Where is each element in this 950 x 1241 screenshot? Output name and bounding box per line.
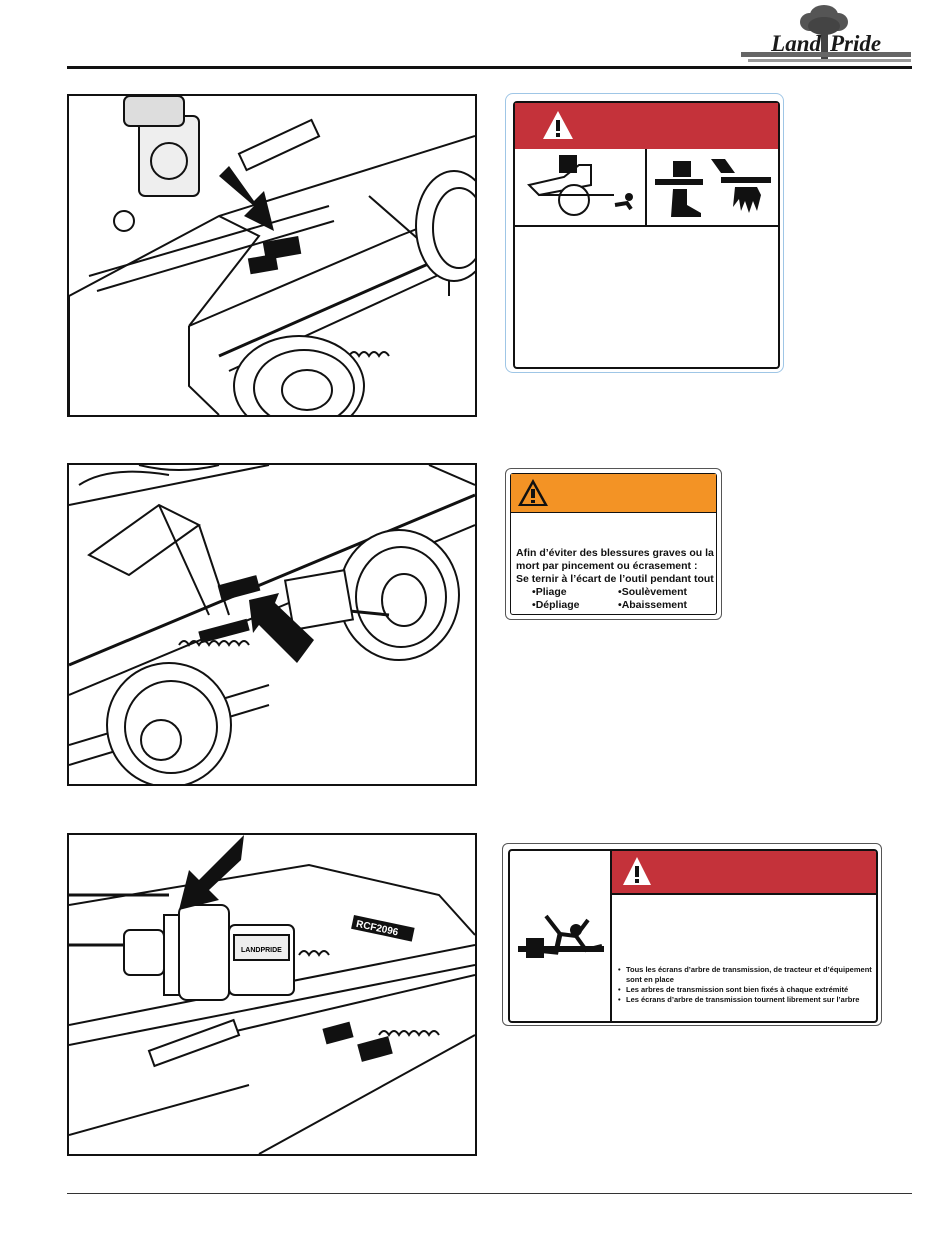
list-item: • Abaissement (618, 599, 718, 612)
warning-list (532, 586, 714, 612)
danger-crush-decal (505, 93, 784, 373)
logo-text-pride: Pride (830, 31, 882, 56)
entanglement-icon (516, 906, 606, 966)
list-item: • Dépliage (532, 599, 618, 612)
warning-triangle-icon (541, 109, 575, 141)
model-plate-text: RCF2096 (355, 918, 400, 939)
logo-text-land: Land (771, 31, 821, 56)
brand-logo (738, 0, 913, 66)
warning-intro: Afin d’éviter des blessures graves ou la mort par pincement ou écrasement : (516, 547, 714, 572)
danger-pto-decal (502, 843, 882, 1026)
list-item: • Les écrans d’arbre de transmission tournent librement sur l’arbre (618, 995, 874, 1005)
wheel-right (339, 530, 459, 660)
warning-triangle-icon (621, 855, 653, 887)
warning-instruction: Se ternir à l’écart de l’outil pendant tout (516, 573, 714, 585)
arrow-pointer-icon (219, 166, 274, 231)
crush-foot-icon (653, 155, 709, 219)
figure-bottom-decal-location (67, 833, 477, 1156)
danger-header-bar (612, 851, 876, 895)
figure-top-decal-location (67, 94, 477, 417)
figure-middle-decal-location (67, 463, 477, 786)
header-rule (67, 66, 912, 69)
list-item: • Soulèvement (618, 586, 718, 599)
list-item: • Tous les écrans d’arbre de transmission, de tracteur et d’équipement sont en place (618, 965, 874, 985)
runover-icon (519, 155, 641, 219)
wheel-front (234, 336, 364, 415)
list-item: • Pliage (532, 586, 618, 599)
gearbox (229, 925, 294, 995)
warning-triangle-icon (517, 478, 549, 507)
warning-header-bar (511, 474, 716, 513)
wheel-left (107, 663, 231, 784)
svg-text:LANDPRIDE: LANDPRIDE (241, 947, 282, 954)
list-item: • Les arbres de transmission sont bien fixés à chaque extrémité (618, 985, 874, 995)
warning-pinch-decal (505, 468, 722, 620)
pto-shield (124, 905, 229, 1000)
footer-rule (67, 1193, 912, 1194)
crush-hand-icon (711, 155, 773, 219)
pto-list (618, 965, 874, 1005)
danger-header-bar (515, 103, 778, 149)
arrow-pointer-icon (179, 835, 244, 910)
